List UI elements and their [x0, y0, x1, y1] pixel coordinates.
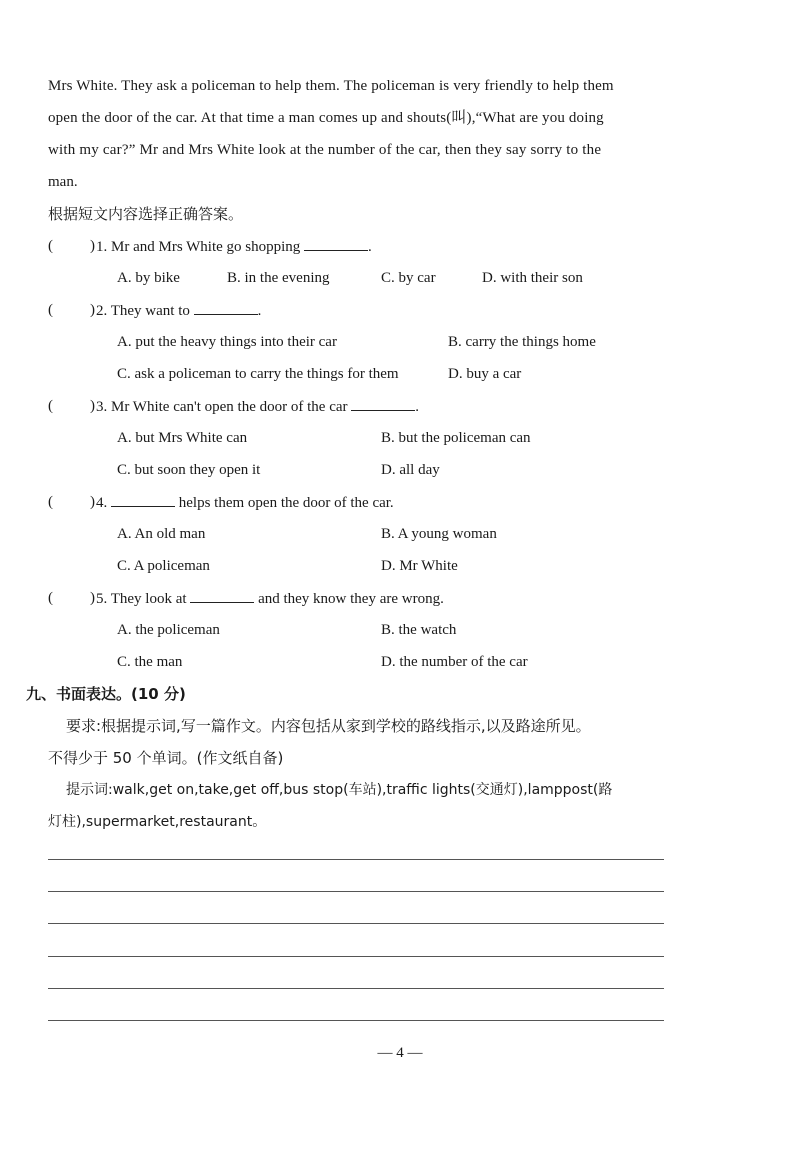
answer-paren-open: ( [48, 302, 53, 318]
question-stem [96, 236, 372, 257]
question-stem [96, 588, 444, 609]
answer-paren-open: ( [48, 238, 53, 254]
question-number: 5. [96, 591, 108, 607]
stem-after: and they know they are wrong. [258, 591, 444, 607]
option-d: D. buy a car [448, 366, 522, 382]
question-stem [96, 492, 394, 513]
writing-requirement-2: 不得少于 50 个单词。(作文纸自备) [48, 749, 284, 767]
stem-before: They want to [110, 303, 190, 319]
answer-blank [190, 588, 254, 603]
answer-paren-close[interactable]: ) [90, 590, 95, 606]
option-a: A. by bike [117, 270, 180, 286]
passage-line-3: with my car?” Mr and Mrs White look at the number of the car, then they say sorry to the [48, 142, 602, 158]
stem-before: Mr and Mrs White go shopping [111, 239, 301, 255]
answer-paren-open: ( [48, 494, 53, 510]
writing-line[interactable] [48, 891, 664, 892]
option-a: A. the policeman [117, 622, 220, 638]
answer-paren-close[interactable]: ) [90, 238, 95, 254]
option-b: B. carry the things home [448, 334, 596, 350]
answer-paren-close[interactable]: ) [90, 398, 95, 414]
option-a: A. but Mrs White can [117, 430, 248, 446]
answer-paren-close[interactable]: ) [90, 302, 95, 318]
option-d: D. the number of the car [381, 654, 528, 670]
passage-line-1: Mrs White. They ask a policeman to help them. The policeman is very friendly to help them [48, 78, 614, 94]
writing-hint-2: 灯柱),supermarket,restaurant。 [48, 814, 267, 830]
writing-line[interactable] [48, 923, 664, 924]
option-c: C. the man [117, 654, 183, 670]
option-b: B. the watch [381, 622, 457, 638]
stem-after: helps them open the door of the car. [178, 495, 394, 511]
answer-blank [111, 492, 175, 507]
question-stem [96, 300, 261, 321]
question-number: 2. [96, 303, 108, 319]
stem-after: . [368, 239, 372, 255]
page-number: — 4 — [377, 1045, 423, 1061]
question-number: 1. [96, 239, 108, 255]
option-b: B. in the evening [227, 270, 330, 286]
answer-blank [351, 396, 415, 411]
option-b: B. but the policeman can [381, 430, 531, 446]
option-d: D. all day [381, 462, 440, 478]
option-c: C. ask a policeman to carry the things for them [117, 366, 399, 382]
passage-line-2: open the door of the car. At that time a man comes up and shouts(叫),“What are you doing [48, 110, 604, 126]
writing-line[interactable] [48, 956, 664, 957]
stem-before: They look at [110, 591, 187, 607]
passage-line-4: man. [48, 174, 78, 190]
stem-after: . [415, 399, 420, 415]
writing-line[interactable] [48, 1020, 664, 1021]
section-title: 九、书面表达。(10 分) [26, 685, 186, 703]
answer-paren-open: ( [48, 398, 53, 414]
option-c: C. by car [381, 270, 436, 286]
answer-paren-open: ( [48, 590, 53, 606]
option-b: B. A young woman [381, 526, 497, 542]
question-number: 4. [96, 495, 108, 511]
writing-line[interactable] [48, 859, 664, 860]
writing-requirement-1: 要求:根据提示词,写一篇作文。内容包括从家到学校的路线指示,以及路途所见。 [66, 717, 591, 735]
option-c: C. but soon they open it [117, 462, 261, 478]
writing-hint-1: 提示词:walk,get on,take,get off,bus stop(车站),traffic lights(交通灯),lamppost(路 [66, 782, 613, 798]
answer-paren-close[interactable]: ) [90, 494, 95, 510]
answer-blank [304, 236, 368, 251]
question-stem [96, 396, 419, 417]
question-number: 3. [96, 399, 108, 415]
stem-before: Mr White can't open the door of the car [111, 399, 348, 415]
answer-blank [194, 300, 258, 315]
option-c: C. A policeman [117, 558, 210, 574]
option-a: A. An old man [117, 526, 206, 542]
instruction: 根据短文内容选择正确答案。 [48, 205, 244, 223]
option-d: D. Mr White [381, 558, 458, 574]
option-a: A. put the heavy things into their car [117, 334, 337, 350]
writing-line[interactable] [48, 988, 664, 989]
stem-after: . [257, 303, 262, 319]
option-d: D. with their son [482, 270, 583, 286]
